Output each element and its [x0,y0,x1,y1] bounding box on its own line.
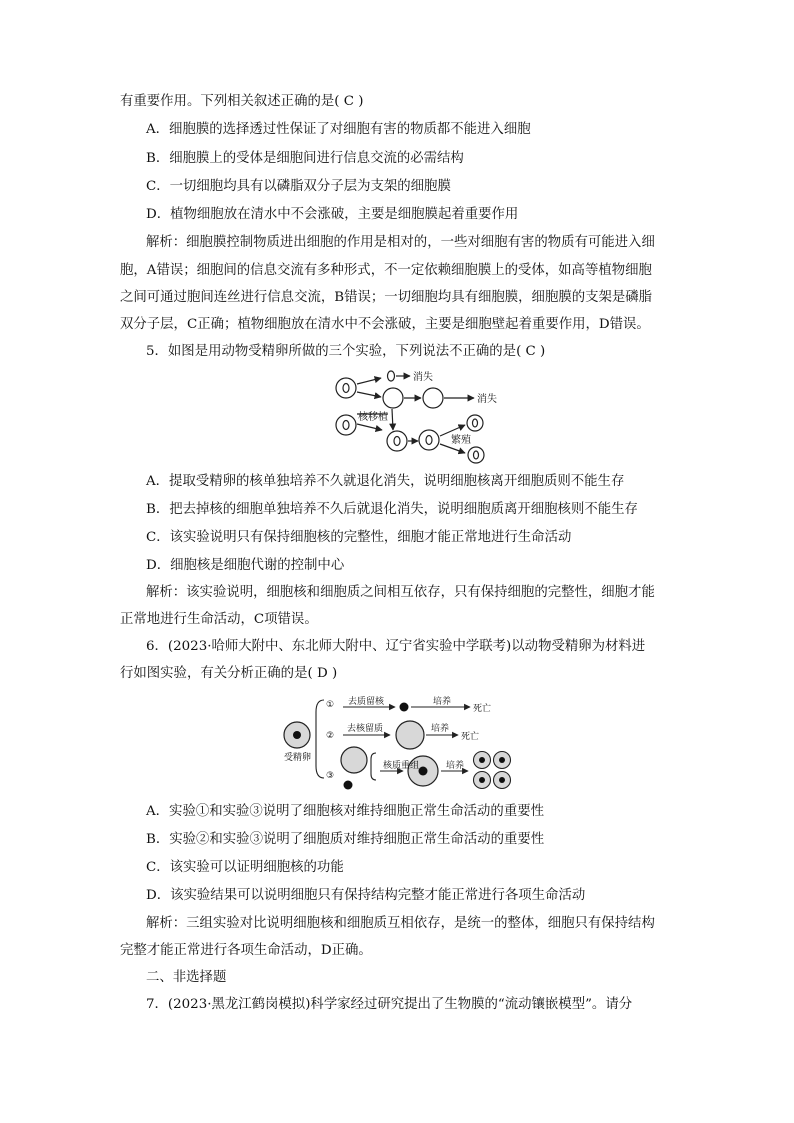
analysis-line: 解析：细胞膜控制物质进出细胞的作用是相对的，一些对细胞有害的物质有可能进入细 [146,235,655,250]
analysis-line: 之间可通过胞间连丝进行信息交流，B错误；一切细胞均具有细胞膜，细胞膜的支架是磷脂 [120,290,653,305]
label-culture: 培养 [433,697,452,707]
q5-option-b: B．把去掉核的细胞单独培养不久后就退化消失，说明细胞质离开细胞核则不能生存 [146,502,638,517]
analysis-line: 解析：该实验说明，细胞核和细胞质之间相互依存，只有保持细胞的完整性，细胞才能 [146,585,655,600]
option-c: C．一切细胞均具有以磷脂双分子层为支架的细胞膜 [146,179,451,194]
analysis-line: 胞，A错误；细胞间的信息交流有多种形式，不一定依赖细胞膜上的受体，如高等植物细胞 [120,263,652,278]
label-disappear: 消失 [413,372,433,383]
label-death: 死亡 [473,704,492,714]
q5-option-d: D．细胞核是细胞代谢的控制中心 [146,558,345,573]
question-7: 7．(2023·黑龙江鹤岗模拟)科学家经过研究提出了生物膜的“流动镶嵌模型”。请分 [146,997,633,1012]
option-d: D．植物细胞放在清水中不会涨破，主要是细胞膜起着重要作用 [146,207,519,222]
recipient-cell [336,415,356,435]
option-b: B．细胞膜上的受体是细胞间进行信息交流的必需结构 [146,151,464,166]
daughter-cell [467,415,483,431]
line-1: 有重要作用。下列相关叙述正确的是( C ) [120,94,364,109]
isolated-nucleus [344,781,353,790]
figure-2-diagram [280,692,520,794]
enucleated-cell [423,388,443,408]
enucleated-cell [341,747,367,773]
label-remove-cytoplasm: 去质留核 [348,697,385,707]
zygote-cell [336,378,356,398]
label-death: 死亡 [461,732,480,742]
daughter-cell [468,447,484,463]
q5-option-a: A．提取受精卵的核单独培养不久就退化消失，说明细胞核离开细胞质则不能生存 [146,474,625,489]
analysis-line: 双分子层，C正确；植物细胞放在清水中不会涨破，主要是细胞壁起着重要作用，D错误。 [120,317,650,332]
label-culture: 培养 [446,761,465,771]
label-exp2: ② [326,731,335,741]
label-remove-nucleus: 去核留质 [347,724,384,734]
label-disappear: 消失 [477,394,497,405]
enucleated-cell [383,388,403,408]
isolated-nucleus [388,371,395,381]
analysis-line: 解析：三组实验对比说明细胞核和细胞质互相依存，是统一的整体，细胞只有保持结构 [146,916,655,931]
section-heading: 二、非选择题 [146,970,227,985]
question-6: 6．(2023·哈师大附中、东北师大附中、辽宁省实验中学联考)以动物受精卵为材料进 [146,639,646,654]
option-a: A．细胞膜的选择透过性保证了对细胞有害的物质都不能进入细胞 [146,122,531,137]
label-zygote: 受精卵 [284,753,312,763]
q6-option-c: C．该实验可以证明细胞核的功能 [146,860,344,875]
label-exp3: ③ [326,771,335,781]
label-exp1: ① [326,700,335,710]
question-6-cont: 行如图实验，有关分析正确的是( D ) [120,666,338,681]
recombined-cell [419,430,439,450]
enucleated-cell [396,721,424,749]
analysis-line: 正常地进行生命活动，C项错误。 [120,612,318,627]
isolated-nucleus [400,703,409,712]
label-recombine: 核质重组 [383,761,420,771]
figure-1-diagram [330,363,500,469]
label-nuclear-transfer: 核移植 [358,412,388,423]
q6-option-a: A．实验①和实验③说明了细胞核对维持细胞正常生命活动的重要性 [146,804,544,819]
q6-option-b: B．实验②和实验③说明了细胞质对维持细胞正常生命活动的重要性 [146,832,545,847]
q5-option-c: C．该实验说明只有保持细胞核的完整性，细胞才能正常地进行生命活动 [146,530,572,545]
label-culture: 培养 [431,724,450,734]
recombined-cell [387,431,407,451]
q6-option-d: D．该实验结果可以说明细胞只有保持结构完整才能正常进行各项生命活动 [146,888,586,903]
analysis-line: 完整才能正常进行各项生命活动，D正确。 [120,943,372,958]
label-reproduce: 繁殖 [451,435,471,446]
question-5: 5．如图是用动物受精卵所做的三个实验，下列说法不正确的是( C ) [146,344,546,359]
